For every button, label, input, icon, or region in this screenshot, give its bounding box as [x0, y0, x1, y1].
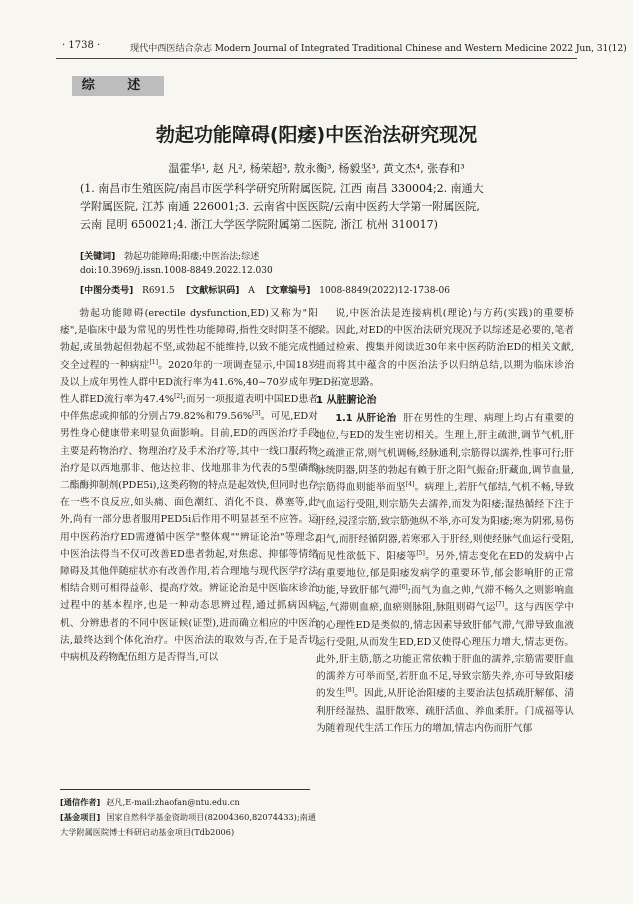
- citation: [3]: [252, 409, 261, 417]
- fund-label: [基金项目]: [60, 812, 101, 822]
- right-column: [316, 305, 574, 737]
- fund-text: 国家自然科学基金资助项目(82004360,82074433);南通大学附属医院博士科研启动基金项目(Tdb2006): [60, 812, 316, 837]
- citation: [4]: [405, 480, 415, 488]
- clc-value: R691.5: [142, 286, 175, 296]
- affiliation-line: (1. 南昌市生殖医院/南昌市医学科学研究所附属医院, 江西 南昌 330004;2. 南通大: [80, 182, 484, 195]
- clc-label: [中图分类号]: [80, 286, 134, 296]
- citation: [1]: [149, 358, 158, 366]
- footnote-correspondence: [60, 795, 318, 810]
- section-tag: 综 述: [72, 76, 164, 96]
- article-title: 勃起功能障碍(阳痿)中医治法研究现况: [155, 124, 478, 146]
- citation: [8]: [345, 687, 355, 695]
- citation: [5]: [416, 549, 425, 557]
- liver-paragraph: 1.1 从肝论治 肝在男性的生理、病理上均占有重要的地位,与ED的发生密切相关。生理上,肝主疏泄,调节气机,肝之疏泄正常,则气机调畅,经脉通利,宗筋得以濡养,性事可行;肝脉统阴器,阴茎的勃起有赖于肝之阳气振奋;肝藏血,调节血量,宗筋得血则能举而坚[4]。病理上,若肝气郁结,气机不畅,导致气血运行受阻,则宗筋失去濡养,而发为阳痿;湿热循经下注于肝经,浸淫宗筋,致宗筋弛纵不举,亦可发为阳痿;寒为阴邪,易伤阳气,而肝经循阴器,若寒邪入于肝经,则使经脉气血运行受阻,而见性欲低下、阳痿等[5]。另外,情志变化在ED的发病中占有重要地位,郁是阳痿发病学的重要环节,郁会影响肝的正常功能,导致肝郁气滞[6];而气为血之帅,气滞不畅久之则影响血运,气滞则血瘀,血瘀则脉阻,脉阻则碍气运[7]。这与西医学中的心理性ED是类似的,情志因素导致肝郁气滞,气滞导致血液运行受阻,从而发生ED,ED又使得心理压力增大,情志更伤。此外,肝主筋,筋之功能正常依赖于肝血的濡养,宗筋需要肝血的濡养方可举而坚,若肝血不足,导致宗筋失养,亦可导致阳痿的发生[8]。因此,从肝论治阳痿的主要治法包括疏肝解郁、清利肝经湿热、温肝散寒、疏肝活血、养血柔肝。门成福等认为随着现代生活工作压力的增加,情志内伤而肝气郁: [316, 413, 575, 734]
- section-heading: 1 从脏腑论治: [316, 395, 377, 407]
- subsection-heading: 1.1 从肝论治: [335, 413, 397, 425]
- page-header: [0, 0, 633, 58]
- keywords-label: [关键词]: [80, 252, 116, 262]
- corr-label: [通信作者]: [60, 797, 101, 807]
- corr-email[interactable]: 赵凡,E-mail:zhaofan@ntu.edu.cn: [106, 797, 240, 807]
- affiliation-line: 学附属医院, 江苏 南通 226001;3. 云南省中医医院/云南中医药大学第一附属医院,: [80, 200, 480, 213]
- intro-continued: 说,中医治法是连接病机(理论)与方药(实践)的重要桥梁。因此,对ED的中医治法研究现况予以综述是必要的,笔者通过检索、搜集并阅读近30年来中医药防治ED的相关文献,进而将其中蕴含的中医治法予以归纳总结,以期为临床诊治ED拓宽思路。: [316, 308, 574, 388]
- doi[interactable]: doi:10.3969/j.issn.1008-8849.2022.12.030: [80, 266, 273, 276]
- authors: 温霍华¹, 赵 凡², 杨荣超³, 敖永衡³, 杨毅坚³, 黄文杰⁴, 张春和³: [168, 162, 465, 175]
- header-rule: [56, 58, 577, 59]
- article-no-label: [文章编号]: [266, 286, 311, 296]
- citation: [7]: [495, 601, 505, 609]
- doc-code-label: [文献标识码]: [186, 286, 240, 296]
- affiliation-line: 云南 昆明 650021;4. 浙江大学医学院附属第二医院, 浙江 杭州 310017): [80, 218, 438, 231]
- intro-paragraph: 勃起功能障碍(erectile dysfunction,ED)又称为"阳痿",是临床中最为常见的男性性功能障碍,指性交时阴茎不能勃起,或虽勃起但勃起不坚,或勃起不能维持,以致不能完成性交全过程的一种病症[1]。2020年的一项调查显示,中国18岁及以上成年男性人群中ED流行率为41.6%,40~70岁成年男性人群ED流行率为47.4%[2];而另一项报道表明中国ED患者中伴焦虑或抑郁的分别占79.82%和79.56%[3]。可见,ED对男性身心健康带来明显负面影响。目前,ED的西医治疗手段主要是药物治疗、物理治疗及手术治疗等,其中一线口服药物治疗是以西地那非、他达拉非、伐地那非为代表的5型磷酸二酯酶抑制剂(PDE5i),这类药物的特点是起效快,但同时也存在一些不良反应,如头痛、面色潮红、消化不良、鼻塞等,此外,尚有一部分患者服用PED5i后作用不明显甚至不应答。运用中医药治疗ED需遵循中医学"整体观""辨证论治"等理念,中医治法得当不仅可改善ED患者勃起,对焦虑、抑郁等情绪障碍及其他伴随症状亦有改善作用,若合理地与现代医学疗法相结合则可相得益彰、提高疗效。辨证论治是中医临床诊治过程中的基本程序,也是一种动态思辨过程,通过抓病因病机、分辨患者的不同中医证候(证型),进而确立相应的中医治法,最终达到个体化治疗。中医治法的取效与否,在于是否切中病机及药物配伍组方是否得当,可以: [60, 308, 318, 664]
- footnote-rule: [60, 789, 310, 790]
- page-number: · 1738 ·: [62, 40, 101, 51]
- classification-line: [80, 283, 550, 296]
- affiliations: [80, 180, 560, 234]
- citation: [2]: [174, 392, 183, 400]
- citation: [6]: [399, 584, 408, 592]
- journal-name: 现代中西医结合杂志 Modern Journal of Integrated Traditional Chinese and Western Medicine 2022 Jun, 31(12): [130, 43, 627, 54]
- keywords-line: [80, 249, 550, 262]
- left-column: [60, 305, 318, 666]
- article-no-value: 1008-8849(2022)12-1738-06: [319, 286, 450, 296]
- footnote-funding: [60, 810, 318, 840]
- doc-code-value: A: [248, 286, 255, 296]
- keywords: 勃起功能障碍;阳痿;中医治法;综述: [124, 252, 260, 262]
